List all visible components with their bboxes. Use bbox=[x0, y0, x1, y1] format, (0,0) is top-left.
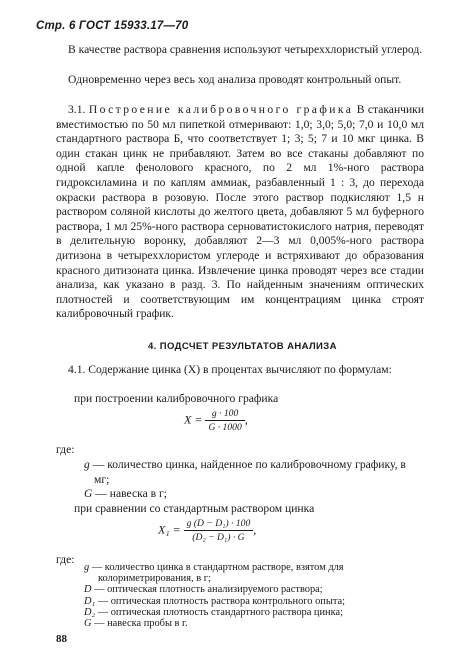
standard-intro: при сравнении со стандартным раствором цинка bbox=[74, 502, 315, 515]
formula-1-tail: , bbox=[244, 412, 248, 427]
formula-2-denominator: (D₂ − D₁) · G bbox=[192, 532, 245, 543]
definition-item bbox=[84, 562, 424, 584]
section-3-1-title: Построение калибровочного графика bbox=[88, 103, 354, 116]
definition-symbol: D₂ bbox=[84, 606, 96, 618]
definition-item bbox=[84, 458, 424, 487]
paragraph-4-1: 4.1. Содержание цинка (X) в процентах вычисляют по формулам: bbox=[68, 363, 392, 376]
formula-2-numerator: g (D − D₁) · 100 bbox=[184, 518, 254, 531]
definition-symbol: D₁ bbox=[84, 595, 96, 607]
formula-2-tail: , bbox=[253, 522, 257, 537]
definition-item bbox=[84, 487, 424, 502]
definitions-1 bbox=[84, 458, 424, 502]
control-paragraph: Одновременно через весь ход анализа проводят контрольный опыт. bbox=[68, 73, 402, 86]
calibration-intro: при построении калибровочного графика bbox=[74, 392, 279, 405]
section-3-1 bbox=[56, 103, 424, 322]
definition-text: — оптическая плотность раствора контрольного опыта; bbox=[97, 595, 345, 607]
formula-1-lhs: X = bbox=[184, 412, 203, 427]
page-number: 88 bbox=[56, 633, 67, 645]
formula-1-denominator: G · 1000 bbox=[208, 422, 242, 433]
section-3-1-text: В стаканчики вместимостью по 50 мл пипеткой отмеривают: 1,0; 3,0; 5,0; 7,0 и 10,0 мл стандартного раствора Б, что соответствует 1; 3; 5; 7 и 10 мкг цинка. В один стакан цинк не прибавляют. Затем во все стаканы добавляют по одной капле фенолового красного, по 2 мл 1%-ного раствора гидроксиламина и по каплям аммиак, разбавленный 1 : 3, до перехода окраски раствора в розовую. После этого раствор подкисляют 1,5 н раствором соляной кислоты до желтого цвета, добавляют 5 мл буферного раствора, 1 мл 25%-ного раствора серноватистокислого натрия, переводят в делительную воронку, добавляют 2—3 мл 0,005%-ного раствора дитизона в четыреххлористом углероде и встряхивают до образования красного дитизоната цинка. Извлечение цинка проводят через все стадии анализа, как указано в разд. 3. По найденным значениям оптических плотностей и соответствующим им концентрациям цинка строят калибровочный график. bbox=[56, 103, 425, 321]
definition-text: — оптическая плотность анализируемого раствора; bbox=[94, 584, 323, 596]
page-header: Стр. 6 ГОСТ 15933.17—70 bbox=[36, 20, 189, 32]
definition-item bbox=[84, 584, 424, 595]
definition-item bbox=[84, 618, 424, 629]
definition-text: — количество цинка в стандартном растворе, взятом для колориметрирования, в г; bbox=[91, 562, 344, 585]
definition-symbol: G bbox=[84, 487, 93, 501]
formula-2-lhs: X₁ = bbox=[158, 522, 181, 537]
where-label-2: где: bbox=[56, 553, 75, 566]
where-label-1: где: bbox=[56, 443, 75, 456]
definition-text: — навеска пробы в г. bbox=[94, 618, 188, 630]
definition-symbol: D bbox=[84, 584, 92, 596]
top-paragraph: В качестве раствора сравнения используют четыреххлористый углерод. bbox=[68, 43, 423, 56]
definitions-2 bbox=[84, 562, 424, 629]
formula-2-fraction bbox=[184, 518, 257, 543]
section-3-1-number: 3.1. bbox=[68, 103, 86, 116]
section-4-title: 4. ПОДСЧЕТ РЕЗУЛЬТАТОВ АНАЛИЗА bbox=[148, 341, 337, 352]
definition-symbol: g bbox=[84, 562, 90, 573]
formula-1-numerator: g · 100 bbox=[205, 408, 244, 421]
formula-1-fraction bbox=[205, 408, 244, 433]
formula-1 bbox=[184, 408, 248, 433]
definition-symbol: G bbox=[84, 618, 92, 630]
definition-item bbox=[84, 607, 424, 618]
definition-text: — оптическая плотность стандартного раствора цинка; bbox=[97, 606, 343, 618]
definition-text: — количество цинка, найденное по калибровочному графику, в мг; bbox=[92, 458, 406, 486]
definition-item bbox=[84, 596, 424, 607]
formula-2 bbox=[158, 518, 256, 543]
definition-symbol: g bbox=[84, 458, 90, 471]
definition-text: — навеска в г; bbox=[95, 487, 167, 501]
